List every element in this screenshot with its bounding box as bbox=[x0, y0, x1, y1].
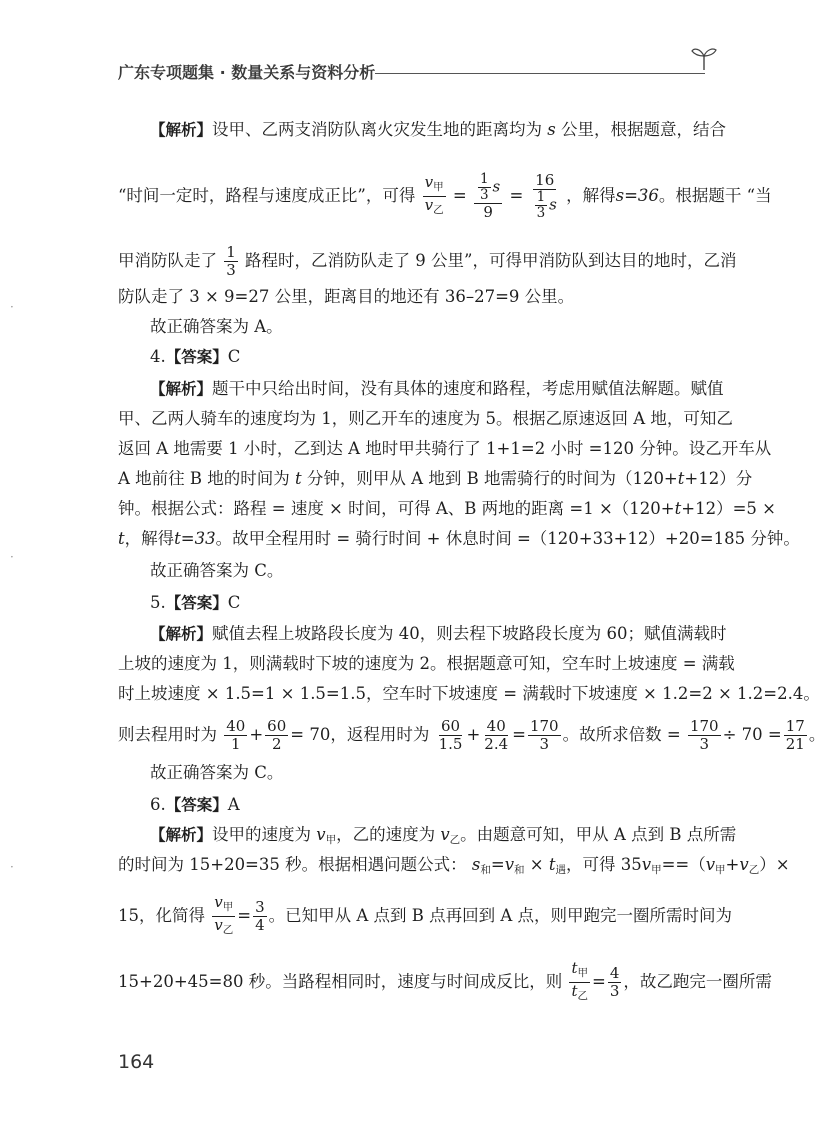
page-number: 164 bbox=[118, 1051, 155, 1073]
sprout-icon bbox=[690, 44, 718, 72]
q4-line-2: 甲、乙两人骑车的速度均为 1，则乙开车的速度为 5。根据乙原速返回 A 地，可知乙 bbox=[118, 409, 733, 428]
q6-line-4: 15+20+45=80 秒。当路程相同时，速度与时间成反比，则 $\frac{t_甲}{t_乙}$ = $\frac{4}{3}$ ，故乙跑完一圈所需 bbox=[118, 960, 772, 1005]
q5-line-2: 上坡的速度为 1，则满载时下坡的速度为 2。根据题意可知，空车时上坡速度 = 满载 bbox=[118, 654, 735, 673]
fraction-17-over-21: $\frac{17}{21}$ bbox=[785, 717, 805, 753]
fraction-40-over-1: $\frac{40}{1}$ bbox=[226, 717, 246, 753]
edge-mark: · bbox=[10, 860, 14, 874]
q3-line-2: “时间一定时，路程与速度成正比”，可得 $\frac{v_甲}{v_乙}$ = $\frac{1}{3}$ s 9 = 16 $\frac{1}{3}$ s ，解得s=36。根据题干 “当 bbox=[118, 171, 772, 221]
edge-mark: · bbox=[10, 300, 14, 314]
fraction-third-s-over-9: $\frac{1}{3}$ s 9 bbox=[474, 172, 502, 221]
q5-line-1: 【解析】赋值去程上坡路段长度为 40，则去程下坡路段长度为 60；赋值满载时 bbox=[150, 624, 727, 643]
q5-conclusion: 故正确答案为 C。 bbox=[150, 763, 284, 782]
fraction-16-over-third-s: 16 $\frac{1}{3}$ s bbox=[535, 171, 557, 221]
q6-line-3: 15，化简得 $\frac{v_甲}{v_乙}$ = $\frac{3}{4}$ 。已知甲从 A 点到 B 点再回到 A 点，则甲跑完一圈所需时间为 bbox=[118, 894, 732, 939]
q4-line-1: 【解析】题干中只给出时间，没有具体的速度和路程，考虑用赋值法解题。赋值 bbox=[150, 379, 724, 398]
q5-answer: C bbox=[227, 593, 241, 612]
q3-line-3: 甲消防队走了 $\frac{1}{3}$ 路程时，乙消防队走了 9 公里”，可得甲消防队到达目的地时，乙消 bbox=[118, 243, 737, 279]
q5-line-3: 时上坡速度 × 1.5=1 × 1.5=1.5，空车时下坡速度 = 满载时下坡速度 × 1.2=2 × 1.2=2.4。 bbox=[118, 684, 820, 703]
fraction-one-third: $\frac{1}{3}$ bbox=[226, 243, 236, 279]
q3-line-1: 【解析】设甲、乙两支消防队离火灾发生地的距离均为 s 公里，根据题意，结合 bbox=[150, 120, 726, 139]
q4-line-3: 返回 A 地需要 1 小时，乙到达 A 地时甲共骑行了 1+1=2 小时 =120 分钟。设乙开车从 bbox=[118, 439, 772, 458]
q4-answer: C bbox=[227, 347, 241, 366]
running-header bbox=[118, 44, 718, 84]
q4-line-4: A 地前往 B 地的时间为 t 分钟，则甲从 A 地到 B 地需骑行的时间为（120+t+12）分 bbox=[118, 469, 753, 488]
q5-answer-line: 5.【答案】C bbox=[150, 593, 241, 612]
fraction-tjia-over-tyi: $\frac{t_甲}{t_乙}$ bbox=[571, 959, 588, 1002]
q4-line-6: t，解得t=33。故甲全程用时 = 骑行时间 + 休息时间 =（120+33+12）+20=185 分钟。 bbox=[118, 529, 800, 548]
fraction-3-over-4: $\frac{3}{4}$ bbox=[255, 898, 265, 934]
fraction-60-over-1-5: $\frac{60}{1.5}$ bbox=[438, 717, 463, 753]
q5-line-4: 则去程用时为 $\frac{40}{1}$ + $\frac{60}{2}$ = 70，返程用时为 $\frac{60}{1.5}$ + $\frac{40}{2.4}$ = $\frac{170}{3}$ 。故所求倍数 = $\frac{170}{3}$ ÷ 70 = $\frac{17}{21}$ 。 bbox=[118, 717, 825, 753]
q4-line-5: 钟。根据公式：路程 = 速度 × 时间，可得 A、B 两地的距离 =1 ×（120+t+12）=5 × bbox=[118, 499, 776, 518]
fraction-4-over-3: $\frac{4}{3}$ bbox=[609, 964, 620, 1000]
header-title: 广东专项题集 · 数量关系与资料分析 bbox=[118, 63, 376, 82]
fraction-v-ratio: $\frac{v_甲}{v_乙}$ bbox=[424, 173, 444, 216]
q3-line-4: 防队走了 3 × 9=27 公里，距离目的地还有 36–27=9 公里。 bbox=[118, 287, 575, 306]
q6-answer-line: 6.【答案】A bbox=[150, 795, 240, 814]
q6-line-2: 的时间为 15+20=35 秒。根据相遇问题公式： $s_和=v_和 \times t_遇$，可得 $35v_甲==(v_甲+v_乙)\times$ bbox=[118, 855, 790, 876]
fraction-40-over-2-4: $\frac{40}{2.4}$ bbox=[484, 717, 509, 753]
fraction-vjia-over-vyi: $\frac{v_甲}{v_乙}$ bbox=[214, 893, 234, 936]
fraction-170-over-3: $\frac{170}{3}$ bbox=[529, 717, 559, 753]
fraction-170-over-3-b: $\frac{170}{3}$ bbox=[689, 717, 719, 753]
fraction-60-over-2: $\frac{60}{2}$ bbox=[267, 717, 287, 753]
edge-mark: · bbox=[10, 550, 14, 564]
q6-line-1: 【解析】设甲的速度为 $v_甲$，乙的速度为 $v_乙$。由题意可知，甲从 A 点到 B 点所需 bbox=[150, 825, 737, 846]
q6-answer: A bbox=[227, 795, 240, 814]
header-rule bbox=[375, 73, 705, 74]
q4-answer-line: 4.【答案】C bbox=[150, 347, 241, 366]
analysis-tag: 【解析】 bbox=[150, 121, 213, 139]
q4-conclusion: 故正确答案为 C。 bbox=[150, 561, 284, 580]
q3-conclusion: 故正确答案为 A。 bbox=[150, 317, 283, 336]
